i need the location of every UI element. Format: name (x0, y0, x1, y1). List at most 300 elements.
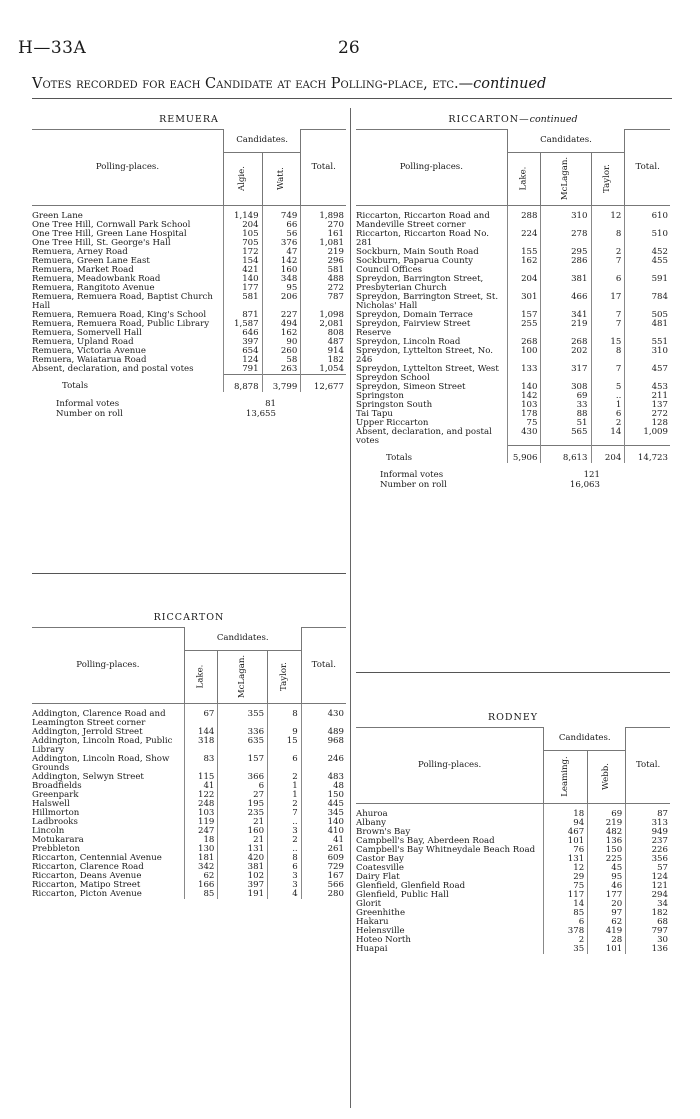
candidate-votes: 341 (541, 311, 591, 320)
polling-place-name: Spreydon, Lyttelton Street, No. 246 (356, 345, 493, 365)
row-total: 797 (626, 927, 670, 936)
table-row (356, 293, 670, 311)
candidate-votes: 90 (262, 338, 301, 347)
table-row (32, 365, 346, 375)
candidate-votes: 219 (541, 320, 591, 338)
candidate-votes: 103 (507, 401, 541, 410)
candidate-votes: 397 (223, 338, 262, 347)
polling-places-header: Polling-places. (356, 728, 544, 804)
table-row (356, 803, 670, 819)
candidate-votes: 494 (262, 320, 301, 329)
table-row (32, 782, 346, 791)
polling-place-name: Riccarton, Matipo Street (32, 879, 141, 890)
candidate-name: Algie. (237, 165, 248, 192)
polling-places-header: Polling-places. (32, 130, 223, 206)
polling-place-name: Green Lane (32, 210, 83, 221)
candidate-name-header (223, 152, 262, 205)
polling-place-name: Prebbleton (32, 843, 80, 854)
document-reference: H—33A (18, 38, 87, 58)
candidate-votes: 130 (184, 845, 218, 854)
candidate-votes: 51 (541, 419, 591, 428)
candidate-votes: 142 (262, 257, 301, 266)
row-total: 270 (301, 221, 346, 230)
candidate-votes: 260 (262, 347, 301, 356)
polling-place-name: Spreydon, Lyttelton Street, West Spreydon School (356, 363, 499, 383)
candidate-votes: 94 (544, 819, 588, 828)
votes-table (32, 129, 346, 392)
candidate-votes: 654 (223, 347, 262, 356)
row-total: 410 (301, 827, 346, 836)
polling-place-name: Motukarara (32, 834, 84, 845)
section-end-rule (356, 672, 670, 673)
candidate-votes: 162 (262, 329, 301, 338)
candidate-votes: 155 (507, 248, 541, 257)
candidate-votes: 6 (268, 863, 302, 872)
polling-place-name: Coatesville (356, 862, 405, 873)
polling-place-name: Brown's Bay (356, 826, 411, 837)
table-row (356, 257, 670, 275)
row-total: 457 (625, 365, 670, 383)
candidate-name: Lake. (195, 664, 206, 689)
row-total: 949 (626, 828, 670, 837)
candidate-votes: 2 (268, 773, 302, 782)
candidate-votes: 705 (223, 239, 262, 248)
polling-place-name: Springston South (356, 399, 433, 410)
candidate-votes: 100 (507, 347, 541, 365)
section-title-text: RICCARTON— (448, 114, 530, 125)
table-row (356, 864, 670, 873)
candidate-votes: 181 (184, 854, 218, 863)
candidate-votes: 6 (591, 410, 625, 419)
polling-place-name: Sockburn, Paparua County Council Offices (356, 255, 473, 275)
candidate-votes: 466 (541, 293, 591, 311)
polling-place-name: Remuera, Upland Road (32, 336, 134, 347)
row-total: 124 (626, 873, 670, 882)
candidate-votes: 62 (184, 872, 218, 881)
polling-place-name: Ladbrooks (32, 816, 78, 827)
candidate-votes: 28 (588, 936, 626, 945)
row-total: 914 (301, 347, 346, 356)
candidate-votes: 8 (591, 347, 625, 365)
row-total: 161 (301, 230, 346, 239)
row-total: 30 (626, 936, 670, 945)
candidates-header: Candidates. (223, 130, 300, 153)
row-total: 87 (626, 803, 670, 819)
row-total: 591 (625, 275, 670, 293)
table-row (356, 275, 670, 293)
polling-place-name: Remuera, Green Lane East (32, 255, 150, 266)
page-number: 26 (338, 38, 360, 58)
candidate-votes: 103 (184, 809, 218, 818)
row-total: 137 (625, 401, 670, 410)
row-total: 551 (625, 338, 670, 347)
row-total: 121 (626, 882, 670, 891)
candidate-votes: 162 (507, 257, 541, 275)
row-total: 237 (626, 837, 670, 846)
candidate-votes: 381 (218, 863, 268, 872)
candidate-votes: 177 (588, 891, 626, 900)
candidate-votes: 21 (218, 836, 268, 845)
candidate-name: McLagan. (237, 654, 248, 699)
row-total: 1,098 (301, 311, 346, 320)
candidate-votes: 17 (591, 293, 625, 311)
candidate-total: 5,906 (507, 446, 541, 464)
polling-place-name: Remuera, Remuera Road, Baptist Church Hall (32, 291, 213, 311)
title-underline (32, 98, 672, 99)
candidate-votes: 133 (507, 365, 541, 383)
candidate-votes: 119 (184, 818, 218, 827)
candidate-votes: 278 (541, 230, 591, 248)
candidate-votes: 140 (223, 275, 262, 284)
candidate-votes: 75 (507, 419, 541, 428)
candidate-votes: 7 (268, 809, 302, 818)
polling-place-name: Lincoln (32, 825, 65, 836)
candidate-votes: 88 (541, 410, 591, 419)
candidate-votes: 58 (262, 356, 301, 365)
candidate-votes: 8 (268, 703, 302, 728)
candidate-votes: 268 (507, 338, 541, 347)
column-divider (350, 108, 351, 1108)
candidate-votes: 421 (223, 266, 262, 275)
polling-place-name: Glorit (356, 898, 382, 909)
table-row (356, 205, 670, 230)
candidate-name: Lake. (518, 166, 529, 191)
polling-place-name: Addington, Lincoln Road, Show Grounds (32, 753, 170, 773)
candidate-votes: 378 (544, 927, 588, 936)
candidate-name-header (588, 750, 626, 803)
polling-place-name: Greenhithe (356, 907, 406, 918)
table-row (356, 365, 670, 383)
polling-place-name: Albany (356, 817, 386, 828)
candidate-votes: 75 (544, 882, 588, 891)
row-total: 729 (301, 863, 346, 872)
row-total: 136 (626, 945, 670, 954)
candidate-votes: 8 (591, 230, 625, 248)
totals-label: Totals (386, 452, 412, 463)
candidate-votes: 115 (184, 773, 218, 782)
candidate-votes: 101 (544, 837, 588, 846)
table-row (32, 890, 346, 899)
candidate-votes: 160 (262, 266, 301, 275)
polling-places-header: Polling-places. (356, 130, 507, 206)
polling-place-name: Hillmorton (32, 807, 80, 818)
row-total: 1,009 (625, 428, 670, 446)
polling-place-name: Absent, declaration, and postal votes (356, 426, 492, 446)
polling-place-name: Riccarton, Picton Avenue (32, 888, 142, 899)
polling-places-header: Polling-places. (32, 628, 184, 704)
candidate-votes: 3 (268, 827, 302, 836)
candidate-votes: 646 (223, 329, 262, 338)
candidate-votes: 157 (507, 311, 541, 320)
candidate-votes: 7 (591, 365, 625, 383)
polling-place-name: Riccarton, Centennial Avenue (32, 852, 162, 863)
candidate-name-header (544, 750, 588, 803)
totals-label: Totals (62, 381, 88, 392)
section-title: RODNEY (487, 712, 539, 723)
section-title-continued: continued (529, 114, 578, 125)
polling-place-name: Remuera, Remuera Road, King's School (32, 309, 207, 320)
row-total: 453 (625, 383, 670, 392)
polling-place-name: Tai Tapu (356, 408, 393, 419)
candidate-votes: 635 (218, 737, 268, 755)
page-title-continued: continued (473, 76, 547, 92)
row-total: 41 (301, 836, 346, 845)
candidate-votes: 150 (588, 846, 626, 855)
candidate-votes: 248 (184, 800, 218, 809)
candidate-votes: 202 (541, 347, 591, 365)
candidate-votes: 18 (184, 836, 218, 845)
candidate-votes: 122 (184, 791, 218, 800)
candidate-votes: 336 (218, 728, 268, 737)
polling-place-name: Addington, Lincoln Road, Public Library (32, 735, 173, 755)
totals-row (32, 374, 346, 392)
row-total: 510 (625, 230, 670, 248)
candidate-votes: 131 (544, 855, 588, 864)
polling-place-name: Remuera, Rangitoto Avenue (32, 282, 155, 293)
row-total: 167 (301, 872, 346, 881)
polling-place-name: Halswell (32, 798, 70, 809)
candidate-votes: 4 (268, 890, 302, 899)
polling-place-name: One Tree Hill, Green Lane Hospital (32, 228, 187, 239)
candidate-votes: 8 (268, 854, 302, 863)
row-total: 455 (625, 257, 670, 275)
candidate-name: Leaming. (560, 756, 571, 797)
polling-place-name: Remuera, Meadowbank Road (32, 273, 161, 284)
row-total: 128 (625, 419, 670, 428)
candidate-votes: 160 (218, 827, 268, 836)
polling-place-name: Remuera, Somervell Hall (32, 327, 142, 338)
candidate-votes: 14 (591, 428, 625, 446)
polling-place-name: Greenpark (32, 789, 79, 800)
row-total: 1,898 (301, 205, 346, 221)
candidate-votes: 85 (184, 890, 218, 899)
polling-place-name: Glenfield, Glenfield Road (356, 880, 466, 891)
informal-votes-label: Informal votes (56, 398, 120, 409)
row-total: 140 (301, 818, 346, 827)
table-row (32, 737, 346, 755)
row-total: 356 (626, 855, 670, 864)
informal-votes-label: Informal votes (380, 470, 444, 481)
row-total: 808 (301, 329, 346, 338)
candidate-votes: 195 (218, 800, 268, 809)
row-total: 483 (301, 773, 346, 782)
candidate-votes: 136 (588, 837, 626, 846)
table-row (356, 891, 670, 900)
candidate-votes: 5 (591, 383, 625, 392)
polling-place-name: Riccarton, Deans Avenue (32, 870, 142, 881)
candidate-votes: .. (591, 392, 625, 401)
table-row (32, 755, 346, 773)
candidate-votes: 124 (223, 356, 262, 365)
grand-total: 14,723 (625, 446, 670, 464)
polling-place-name: Springston (356, 390, 404, 401)
roll-value: 16,063 (569, 480, 600, 491)
table-row (356, 230, 670, 248)
candidate-votes: .. (268, 845, 302, 854)
votes-table (356, 129, 670, 463)
candidate-votes: 27 (218, 791, 268, 800)
table-row (356, 945, 670, 954)
candidate-votes: 69 (541, 392, 591, 401)
informal-roll-block (356, 471, 670, 491)
candidate-votes: 20 (588, 900, 626, 909)
candidate-votes: 3 (268, 872, 302, 881)
polling-place-name: Riccarton, Riccarton Road and Mandeville Street corner (356, 210, 490, 230)
candidate-votes: 105 (223, 230, 262, 239)
row-total: 489 (301, 728, 346, 737)
row-total: 1,054 (301, 365, 346, 375)
row-total: 481 (625, 320, 670, 338)
candidate-votes: 191 (218, 890, 268, 899)
candidate-votes: 342 (184, 863, 218, 872)
row-total: 182 (301, 356, 346, 365)
candidate-votes: 467 (544, 828, 588, 837)
candidate-votes: 318 (184, 737, 218, 755)
polling-place-name: Remuera, Remuera Road, Public Library (32, 318, 210, 329)
table-row (356, 401, 670, 410)
candidate-votes: 7 (591, 311, 625, 320)
candidate-votes: 2 (544, 936, 588, 945)
candidate-votes: 227 (262, 311, 301, 320)
polling-place-name: One Tree Hill, St. George's Hall (32, 237, 171, 248)
candidate-votes: 263 (262, 365, 301, 375)
candidate-votes: 15 (591, 338, 625, 347)
candidate-votes: 310 (541, 205, 591, 230)
candidate-votes: 69 (588, 803, 626, 819)
candidate-votes: 47 (262, 248, 301, 257)
polling-place-name: Riccarton, Riccarton Road No. 281 (356, 228, 489, 248)
candidate-name: McLagan. (560, 156, 571, 201)
polling-place-name: Dairy Flat (356, 871, 400, 882)
candidate-votes: 6 (218, 782, 268, 791)
table-row (356, 936, 670, 945)
candidate-votes: 1 (268, 782, 302, 791)
table-row (32, 703, 346, 728)
roll-value: 13,655 (245, 408, 276, 419)
polling-place-name: Hakaru (356, 916, 389, 927)
polling-place-name: Riccarton, Clarence Road (32, 861, 144, 872)
candidate-votes: .. (268, 818, 302, 827)
polling-place-name: Remuera, Arney Road (32, 246, 128, 257)
row-total: 581 (301, 266, 346, 275)
row-total: 488 (301, 275, 346, 284)
candidate-votes: 15 (268, 737, 302, 755)
candidate-votes: 12 (591, 205, 625, 230)
total-header: Total. (626, 728, 670, 804)
polling-place-name: Broadfields (32, 780, 82, 791)
section-riccarton-continued (356, 114, 670, 491)
roll-row (32, 410, 346, 420)
table-row (32, 809, 346, 818)
candidate-votes: 3 (268, 881, 302, 890)
candidate-votes: 6 (544, 918, 588, 927)
row-total: 294 (626, 891, 670, 900)
polling-place-name: Spreydon, Lincoln Road (356, 336, 461, 347)
candidate-total: 3,799 (262, 374, 301, 392)
candidate-votes: 7 (591, 320, 625, 338)
row-total: 968 (301, 737, 346, 755)
candidate-votes: 247 (184, 827, 218, 836)
candidate-votes: 565 (541, 428, 591, 446)
candidate-votes: 18 (544, 803, 588, 819)
informal-roll-block (32, 400, 346, 420)
row-total: 2,081 (301, 320, 346, 329)
candidate-votes: 2 (591, 419, 625, 428)
polling-place-name: Spreydon, Fairview Street Reserve (356, 318, 471, 338)
polling-place-name: Campbell's Bay Whitneydale Beach Road (356, 844, 536, 855)
candidate-votes: 142 (507, 392, 541, 401)
row-total: 150 (301, 791, 346, 800)
candidate-votes: 355 (218, 703, 268, 728)
table-row (32, 293, 346, 311)
candidate-votes: 1,149 (223, 205, 262, 221)
candidate-votes: 317 (541, 365, 591, 383)
roll-label: Number on roll (56, 408, 123, 419)
candidate-votes: 45 (588, 864, 626, 873)
polling-place-name: Glenfield, Public Hall (356, 889, 449, 900)
candidate-votes: 7 (591, 257, 625, 275)
candidate-total: 8,878 (223, 374, 262, 392)
candidates-header: Candidates. (544, 728, 626, 751)
candidate-votes: 154 (223, 257, 262, 266)
candidate-votes: 66 (262, 221, 301, 230)
candidate-votes: 286 (541, 257, 591, 275)
candidate-name-header (218, 650, 268, 703)
candidate-votes: 1 (591, 401, 625, 410)
table-row (32, 800, 346, 809)
candidate-votes: 2 (268, 800, 302, 809)
row-total: 48 (301, 782, 346, 791)
candidate-votes: 178 (507, 410, 541, 419)
polling-place-name: Helensville (356, 925, 405, 936)
row-total: 182 (626, 909, 670, 918)
candidate-votes: 301 (507, 293, 541, 311)
row-total: 445 (301, 800, 346, 809)
candidate-name-header (268, 650, 302, 703)
candidates-header: Candidates. (507, 130, 625, 153)
row-total: 609 (301, 854, 346, 863)
polling-place-name: Addington, Selwyn Street (32, 771, 144, 782)
candidate-name: Taylor. (278, 662, 289, 691)
candidate-votes: 101 (588, 945, 626, 954)
candidate-name: Watt. (275, 167, 286, 190)
polling-place-name: Spreydon, Simeon Street (356, 381, 466, 392)
row-total: 313 (626, 819, 670, 828)
section-title: REMUERA (159, 114, 219, 125)
total-header: Total. (625, 130, 670, 206)
candidate-votes: 791 (223, 365, 262, 375)
roll-label: Number on roll (380, 480, 447, 491)
candidate-votes: 381 (541, 275, 591, 293)
polling-place-name: Addington, Jerrold Street (32, 726, 143, 737)
informal-votes-value: 121 (583, 470, 600, 481)
candidate-votes: 29 (544, 873, 588, 882)
row-total: 787 (301, 293, 346, 311)
candidate-votes: 224 (507, 230, 541, 248)
candidate-votes: 420 (218, 854, 268, 863)
candidate-votes: 204 (507, 275, 541, 293)
row-total: 487 (301, 338, 346, 347)
candidate-name: Webb. (601, 763, 612, 790)
page-title-text: Votes recorded for each Candidate at each Polling-place, etc.— (32, 76, 474, 92)
candidate-votes: 749 (262, 205, 301, 221)
candidate-votes: 140 (507, 383, 541, 392)
candidate-votes: 97 (588, 909, 626, 918)
polling-place-name: Castor Bay (356, 853, 404, 864)
row-total: 280 (301, 890, 346, 899)
candidate-votes: 95 (588, 873, 626, 882)
candidate-votes: 268 (541, 338, 591, 347)
